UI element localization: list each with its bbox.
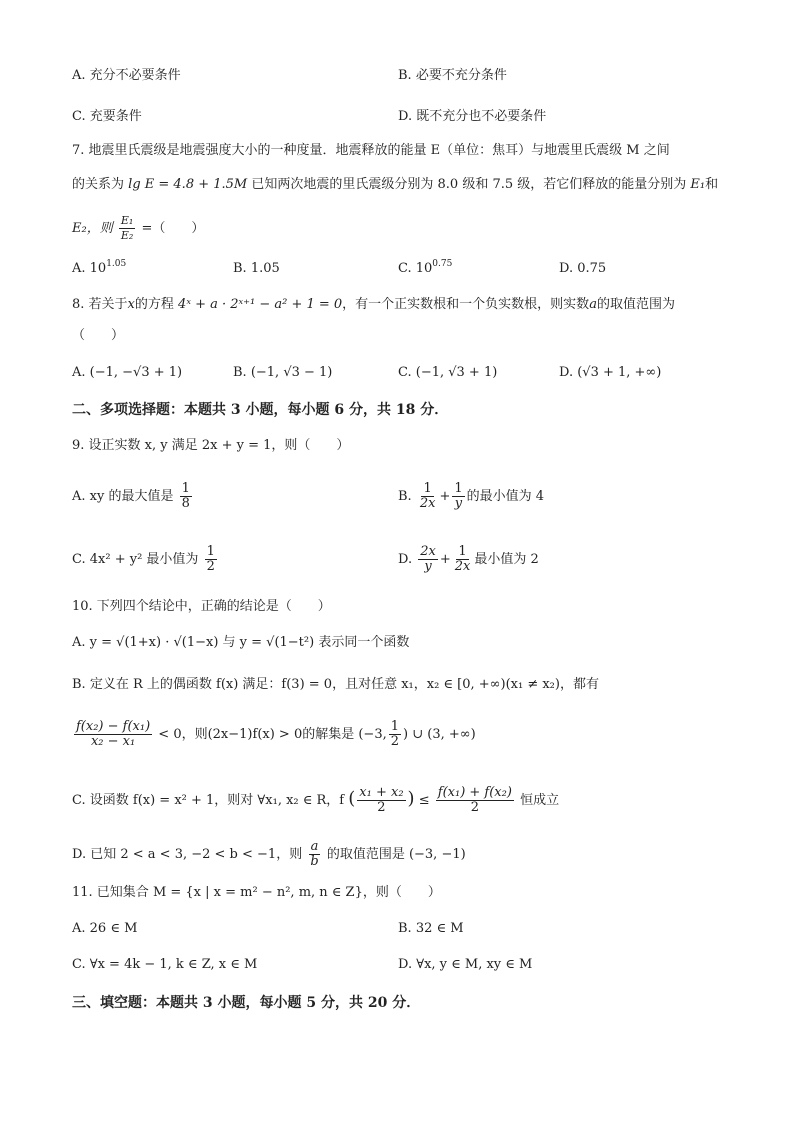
q9-option-a: A. xy 的最大值是 $\frac{1}{8}$ xyxy=(72,481,190,511)
q7-stem-line2: 的关系为 lg E = 4.8 + 1.5M 已知两次地震的里氏震级分别为 8.0 级和 7.5 级，若它们释放的能量分别为 E₁和 xyxy=(72,177,719,192)
q10-stem: 10. 下列四个结论中，正确的结论是（ ） xyxy=(72,599,331,614)
q9-stem: 9. 设正实数 x, y 满足 2x + y = 1，则（ ） xyxy=(72,438,350,453)
q11-option-d: D. ∀x, y ∈ M, xy ∈ M xyxy=(398,957,533,972)
q10-option-a: A. y = √(1+x) · √(1−x) 与 y = √(1−t²) 表示同一个函数 xyxy=(72,635,410,650)
q7-option-a: A. $10^{1.05}$ xyxy=(72,259,127,276)
q9-option-d: D. $\frac{2x}{y}$ + $\frac{1}{2x}$ 最小值为 2 xyxy=(398,544,539,574)
q8-equation: 4ˣ + a · 2ˣ⁺¹ − a² + 1 = 0 xyxy=(178,297,343,312)
q7-ratio: $\frac{\text{E₁}}{\text{E₂}}$ xyxy=(120,214,134,242)
q8-option-d: D. (√3 + 1, +∞) xyxy=(559,365,662,380)
q8-option-b: B. (−1, √3 − 1) xyxy=(233,365,333,380)
q8-stem-line2: （ ） xyxy=(72,328,125,343)
q9-option-b: B. $\frac{1}{2x}$ + $\frac{1}{y}$ 的最小值为 4 xyxy=(398,481,545,511)
q9-option-c: C. 4x² + y² 最小值为 $\frac{1}{2}$ xyxy=(72,544,215,574)
q7-formula: lg E = 4.8 + 1.5M xyxy=(128,177,248,192)
q7-option-d: D. 0.75 xyxy=(559,261,607,276)
q6-option-b: B. 必要不充分条件 xyxy=(398,68,507,83)
q11-option-b: B. 32 ∈ M xyxy=(398,921,464,936)
q7-stem-line3: E₂，则 $\frac{\text{E₁}}{\text{E₂}}$ =（ ） xyxy=(72,214,205,242)
q11-option-c: C. ∀x = 4k − 1, k ∈ Z, x ∈ M xyxy=(72,957,258,972)
q10-option-b-line1: B. 定义在 R 上的偶函数 f(x) 满足：f(3) = 0，且对任意 x₁，x₂ ∈ [0, +∞)(x₁ ≠ x₂)，都有 xyxy=(72,677,599,692)
q10-option-c: C. 设函数 f(x) = x² + 1，则对 ∀x₁, x₂ ∈ R，f ( $\frac{\text{x₁ + x₂}}{2}$ ) ≤ $\frac{\text{f(x₁) + f(x₂)}}{2}$ 恒成立 xyxy=(72,785,560,815)
section-heading-fill-in: 三、填空题：本题共 3 小题，每小题 5 分，共 20 分． xyxy=(72,995,421,1011)
q11-option-a: A. 26 ∈ M xyxy=(72,921,138,936)
q7-option-b: B. 1.05 xyxy=(233,261,280,276)
q6-option-a: A. 充分不必要条件 xyxy=(72,68,181,83)
q11-stem: 11. 已知集合 M = {x | x = m² − n², m, n ∈ Z}，则（ ） xyxy=(72,885,441,900)
q8-stem-line1: 8. 若关于x的方程 4ˣ + a · 2ˣ⁺¹ − a² + 1 = 0，有一个正实数根和一个负实数根，则实数a的取值范围为 xyxy=(72,297,675,312)
q10-option-d: D. 已知 2 < a < 3, −2 < b < −1，则 $\frac{a}{b}$ 的取值范围是 (−3, −1) xyxy=(72,839,466,869)
q8-option-c: C. (−1, √3 + 1) xyxy=(398,365,498,380)
q8-option-a: A. (−1, −√3 + 1) xyxy=(72,365,183,380)
q6-option-d: D. 既不充分也不必要条件 xyxy=(398,109,547,124)
section-heading-multiple-choice: 二、多项选择题：本题共 3 小题，每小题 6 分，共 18 分． xyxy=(72,402,449,418)
q7-option-c: C. $10^{0.75}$ xyxy=(398,259,453,276)
q6-option-c: C. 充要条件 xyxy=(72,109,142,124)
q7-stem-line1: 7. 地震里氏震级是地震强度大小的一种度量．地震释放的能量 E（单位：焦耳）与地震里氏震级 M 之间 xyxy=(72,143,670,158)
q10-option-b-line2: $\frac{\text{f(x₂) − f(x₁)}}{\text{x₂ − x₁}}$ < 0，则(2x−1)f(x) > 0的解集是 (−3, $\frac{1}{2}$ ) ∪ (3, +∞) xyxy=(76,719,476,749)
